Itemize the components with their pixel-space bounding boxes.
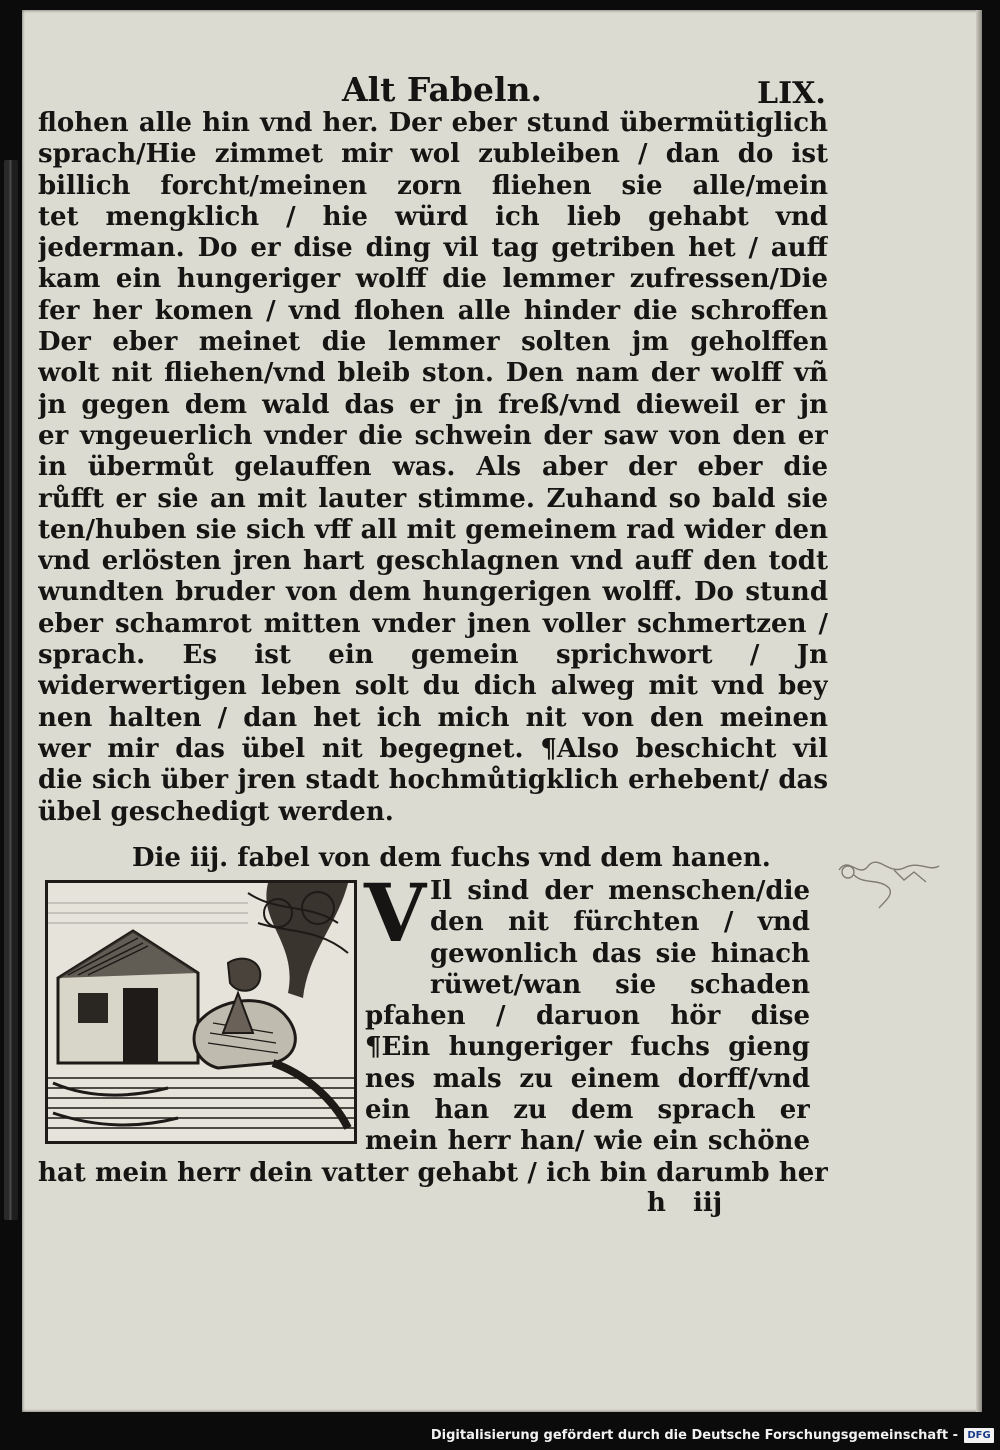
scan-ruler <box>4 160 18 1220</box>
text-line: jn gegen dem wald das er jn freß/vnd dieweil er jn <box>38 389 828 420</box>
text-line: nen halten / dan het ich mich nit von den meinen <box>38 702 828 733</box>
woodcut-illustration <box>45 880 357 1144</box>
book-page <box>22 10 982 1412</box>
text-line: ein han zu dem sprach er <box>365 1094 810 1125</box>
text-line: ¶Ein hungeriger fuchs gieng <box>365 1032 810 1063</box>
woodcut-fox-rooster-image <box>48 883 354 1141</box>
text-line: widerwertigen leben solt du dich alweg mit vnd bey <box>38 671 828 702</box>
text-line: wundten bruder von dem hungerigen wolff. Do stund <box>38 577 828 608</box>
text-line: mein herr han/ wie ein schöne <box>365 1126 810 1157</box>
main-text-block <box>38 108 828 828</box>
side-text-block-lower <box>365 1001 810 1157</box>
page-edge <box>976 10 982 1412</box>
last-text-line-block <box>38 1158 828 1189</box>
text-line: ten/huben sie sich vff all mit gemeinem rad wider den <box>38 514 828 545</box>
text-line: sprach. Es ist ein gemein sprichwort / Jn <box>38 640 828 671</box>
signature-mark: h iij <box>647 1188 723 1218</box>
text-line: pfahen / daruon hör dise <box>365 1001 810 1031</box>
text-line: tet mengklich / hie würd ich lieb gehabt vnd <box>38 201 828 232</box>
text-line: flohen alle hin vnd her. Der eber stund übermütiglich <box>38 108 828 138</box>
text-line: sprach/Hie zimmet mir wol zubleiben / dan do ist <box>38 139 828 170</box>
text-line: vnd erlösten jren hart geschlagnen vnd auff den todt <box>38 546 828 577</box>
text-line: Der eber meinet die lemmer solten jm geholffen <box>38 327 828 358</box>
decorated-initial: V <box>364 866 427 960</box>
text-line: hat mein herr dein vatter gehabt / ich bin darumb her <box>38 1158 828 1188</box>
text-line: růfft er sie an mit lauter stimme. Zuhand so bald sie <box>38 483 828 514</box>
dfg-logo: DFG <box>964 1428 994 1443</box>
text-line: wer mir das übel nit begegnet. ¶Also beschicht vil <box>38 733 828 764</box>
folio-number: LIX. <box>757 76 826 111</box>
text-line: eber schamrot mitten vnder jnen voller schmertzen / <box>38 608 828 639</box>
footer-bar <box>0 1423 1000 1450</box>
text-line: die sich über jren stadt hochmůtigklich erhebent/ das <box>38 765 828 796</box>
side-text-block <box>430 876 810 1001</box>
text-line: den nit fürchten / vnd <box>430 907 810 938</box>
text-line: wolt nit fliehen/vnd bleib ston. Den nam der wolff vñ <box>38 358 828 389</box>
text-line: in übermůt gelauffen was. Als aber der eber die <box>38 452 828 483</box>
text-line: übel geschedigt werden. <box>38 796 394 827</box>
fable-heading: Die iij. fabel von dem fuchs vnd dem hanen. <box>132 843 771 873</box>
text-line: rüwet/wan sie schaden <box>430 969 810 1000</box>
text-line: nes mals zu einem dorff/vnd <box>365 1063 810 1094</box>
text-line: gewonlich das sie hinach <box>430 938 810 969</box>
text-line: Il sind der menschen/die <box>430 876 810 906</box>
funding-notice: Digitalisierung gefördert durch die Deutsche Forschungsgemeinschaft - <box>430 1428 958 1443</box>
text-line: fer her komen / vnd flohen alle hinder die schroffen <box>38 295 828 326</box>
text-line: billich forcht/meinen zorn fliehen sie alle/mein <box>38 170 828 201</box>
text-line: er vngeuerlich vnder die schwein der saw von den er <box>38 420 828 451</box>
text-line: kam ein hungeriger wolff die lemmer zufressen/Die <box>38 264 828 295</box>
running-head: Alt Fabeln. <box>342 70 542 109</box>
margin-doodle-icon <box>834 850 944 910</box>
text-line: jederman. Do er dise ding vil tag getriben het / auff <box>38 233 828 264</box>
